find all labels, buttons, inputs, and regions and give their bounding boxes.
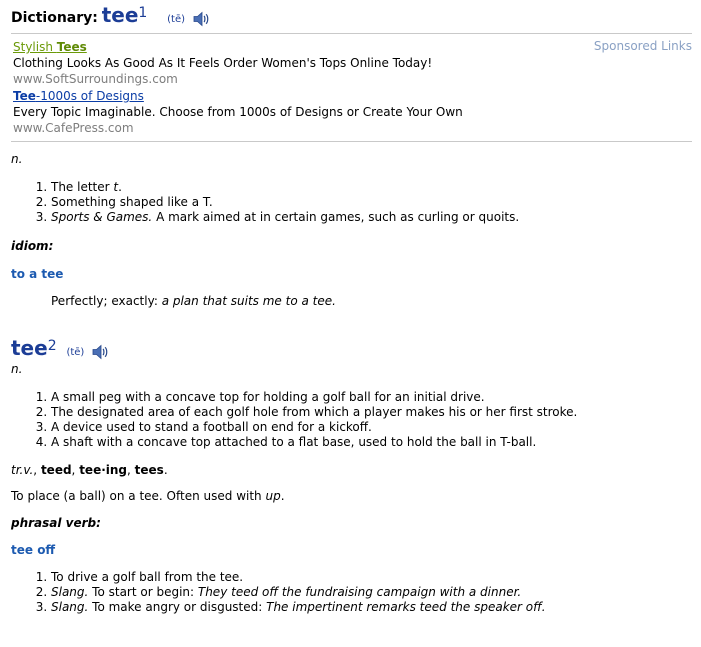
dictionary-label: Dictionary: [11, 10, 98, 26]
definition-list [11, 390, 701, 450]
definition-list [11, 570, 701, 615]
headword: tee [11, 336, 48, 360]
homograph-number: 2 [47, 338, 57, 354]
definition-item: 4. A shaft with a concave top attached to a flat base, used to hold the ball in T-ball. [51, 435, 701, 450]
sponsored-label: Sponsored Links [593, 39, 692, 53]
idiom-definition: Perfectly; exactly: a plan that suits me to a tee. [51, 294, 336, 308]
verb-forms: tr.v., teed, tee·ing, tees. [11, 463, 168, 477]
ad-link[interactable]: Tee-1000s of Designs [13, 89, 144, 103]
definition-item: 2. Something shaped like a T. [51, 195, 701, 210]
ad-url[interactable]: www.CafePress.com [13, 121, 134, 135]
ad-link[interactable]: Stylish Tees [13, 40, 87, 54]
verb-definition: To place (a ball) on a tee. Often used with up. [11, 489, 285, 503]
definition-item: 3. Sports & Games. A mark aimed at in certain games, such as curling or quoits. [51, 210, 701, 225]
speaker-icon[interactable] [193, 11, 210, 27]
definition-list [11, 180, 701, 225]
phrasal-verb: tee off [11, 543, 56, 557]
headword: tee [101, 3, 139, 27]
definition-item: 3. Slang. To make angry or disgusted: The impertinent remarks teed the speaker off. [51, 600, 701, 615]
definition-item: 2. The designated area of each golf hole from which a player makes his or her first stroke. [51, 405, 701, 420]
speaker-icon[interactable] [92, 344, 109, 360]
ad-description: Clothing Looks As Good As It Feels Order Women's Tops Online Today! [13, 56, 433, 70]
sponsored-links [11, 33, 692, 142]
part-of-speech: n. [11, 362, 23, 376]
definition-item: 1. A small peg with a concave top for holding a golf ball for an initial drive. [51, 390, 701, 405]
definition-item: 1. The letter t. [51, 180, 701, 195]
definition-item: 1. To drive a golf ball from the tee. [51, 570, 701, 585]
idiom-label: idiom: [11, 239, 54, 253]
pronunciation: (tē) [167, 14, 186, 25]
idiom-phrase: to a tee [11, 267, 64, 281]
entry2-header [11, 336, 701, 360]
definition-item: 2. Slang. To start or begin: They teed off the fundraising campaign with a dinner. [51, 585, 701, 600]
definition-item: 3. A device used to stand a football on end for a kickoff. [51, 420, 701, 435]
phrasal-verb-label: phrasal verb: [11, 516, 101, 530]
homograph-number: 1 [138, 5, 148, 21]
pronunciation: (tē) [66, 347, 85, 358]
entry1-header [11, 0, 701, 33]
ad-url[interactable]: www.SoftSurroundings.com [13, 72, 178, 86]
ad-item [13, 88, 692, 136]
part-of-speech: n. [11, 152, 23, 166]
ad-description: Every Topic Imaginable. Choose from 1000s of Designs or Create Your Own [13, 105, 463, 119]
ad-item [13, 39, 692, 87]
